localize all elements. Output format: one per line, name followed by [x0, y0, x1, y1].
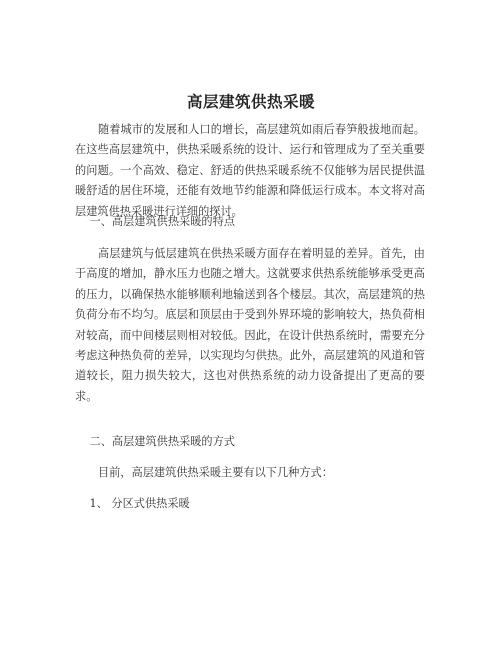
intro-paragraph: 随着城市的发展和人口的增长，高层建筑如雨后春笋般拔地而起。在这些高层建筑中，供热采暖系统的设计、运行和管理成为了至关重要的问题。一个高效、稳定、舒适的供热采暖系统不仅能够为居民提供温暖舒适的居住环境，还能有效地节约能源和降低运行成本。本文将对高层建筑供热采暖进行详细的探讨。 — [75, 123, 425, 218]
document-title: 高层建筑供热采暖 — [186, 93, 315, 111]
section-2-heading: 二、高层建筑供热采暖的方式 — [89, 435, 235, 448]
section-1-paragraph: 高层建筑与低层建筑在供热采暖方面存在着明显的差异。首先，由于高度的增加，静水压力也随之增大。这就要求供热系统能够承受更高的压力，以确保热水能够顺利地输送到各个楼层。其次，高层建筑的热负荷分布不均匀。底层和顶层由于受到外界环境的影响较大，热负荷相对较高，而中间楼层则相对较低。因此，在设计供热系统时，需要充分考虑这种热负荷的差异，以实现均匀供热。此外，高层建筑的风道和管道较长，阻力损失较大，这也对供热系统的动力设备提出了更高的要求。 — [75, 247, 425, 403]
section-1-heading: 一、高层建筑供热采暖的特点 — [89, 215, 235, 228]
section-2-paragraph: 目前，高层建筑供热采暖主要有以下几种方式： — [97, 466, 333, 479]
list-item-1: 1、 分区式供热采暖 — [89, 497, 190, 510]
